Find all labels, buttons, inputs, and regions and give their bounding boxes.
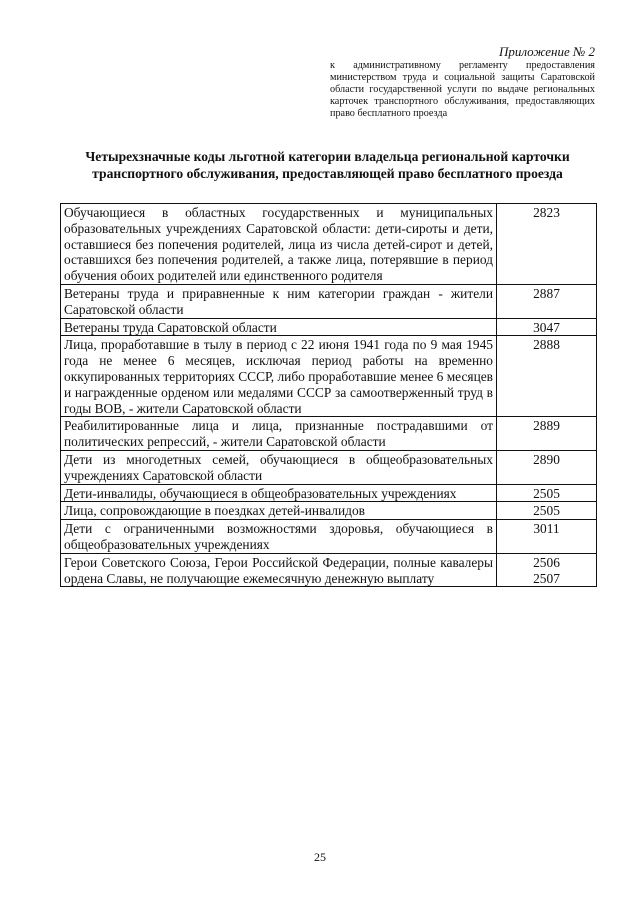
category-code-cell xyxy=(497,502,597,520)
category-description: Реабилитированные лица и лица, признанные пострадавшими от политических репрессий, - жители Саратовской области xyxy=(61,417,497,451)
category-code-cell xyxy=(497,553,597,587)
table-row xyxy=(61,318,597,336)
document-title: Четырехзначные коды льготной категории владельца региональной карточки транспортного обслуживания, предоставляющей право бесплатного проезда xyxy=(85,149,570,181)
category-code: 2823 xyxy=(533,205,560,220)
category-code-cell xyxy=(497,284,597,318)
category-code: 2889 xyxy=(533,418,560,434)
table-row xyxy=(61,284,597,318)
category-code: 2507 xyxy=(533,570,560,586)
category-code: 3047 xyxy=(533,319,560,335)
category-code: 2887 xyxy=(533,285,560,301)
category-description: Обучающиеся в областных государственных и муниципальных образовательных учреждениях Саратовской области: дети-сироты и дети, оставшиеся без попечения родителей, лица из числа детей-сирот и детей, оставшихся без попечения родителей, а также лица, потерявшие в период обучения обоих родителей или единственного родителя xyxy=(61,204,497,285)
category-code-cell xyxy=(497,417,597,451)
category-code-cell xyxy=(497,318,597,336)
table-row xyxy=(61,484,597,502)
page-number: 25 xyxy=(314,850,326,864)
category-description: Лица, сопровождающие в поездках детей-инвалидов xyxy=(61,502,497,520)
table-row xyxy=(61,553,597,587)
category-description: Лица, проработавшие в тылу в период с 22 июня 1941 года по 9 мая 1945 года не менее 6 месяцев, исключая период работы на временно оккупированных территориях СССР, либо проработавшие менее 6 месяцев и награжденные орденом или медалями СССР за самоотверженный труд в годы ВОВ, - жители Саратовской области xyxy=(61,336,497,417)
category-description: Ветераны труда и приравненные к ним категории граждан - жители Саратовской области xyxy=(61,284,497,318)
category-description: Дети-инвалиды, обучающиеся в общеобразовательных учреждениях xyxy=(61,484,497,502)
table-row xyxy=(61,336,597,417)
category-code-cell xyxy=(497,204,597,285)
category-code-cell xyxy=(497,484,597,502)
category-description: Дети из многодетных семей, обучающиеся в общеобразовательных учреждениях Саратовской области xyxy=(61,450,497,484)
category-description: Герои Советского Союза, Герои Российской Федерации, полные кавалеры ордена Славы, не получающие ежемесячную денежную выплату xyxy=(61,553,497,587)
category-code: 2505 xyxy=(533,503,560,519)
category-code-cell xyxy=(497,450,597,484)
table-row xyxy=(61,204,597,285)
category-description: Дети с ограниченными возможностями здоровья, обучающиеся в общеобразовательных учреждениях xyxy=(61,520,497,554)
appendix-text: к административному регламенту предоставления министерством труда и социальной защиты Саратовской области государственной услуги по выдаче региональных карточек транспортного обслуживания, предоставляющих право бесплатного проезда xyxy=(330,60,595,119)
category-code: 2890 xyxy=(533,451,560,467)
table-row xyxy=(61,502,597,520)
category-description: Ветераны труда Саратовской области xyxy=(61,318,497,336)
category-codes-table xyxy=(60,203,597,587)
category-code-cell xyxy=(497,520,597,554)
category-code: 2888 xyxy=(533,337,560,353)
category-code: 3011 xyxy=(533,521,560,537)
category-code: 2505 xyxy=(533,485,560,501)
category-code-cell xyxy=(497,336,597,417)
category-code: 2506 xyxy=(533,554,560,570)
appendix-label: Приложение № 2 xyxy=(498,44,595,59)
table-row xyxy=(61,520,597,554)
table-row xyxy=(61,417,597,451)
table-row xyxy=(61,450,597,484)
